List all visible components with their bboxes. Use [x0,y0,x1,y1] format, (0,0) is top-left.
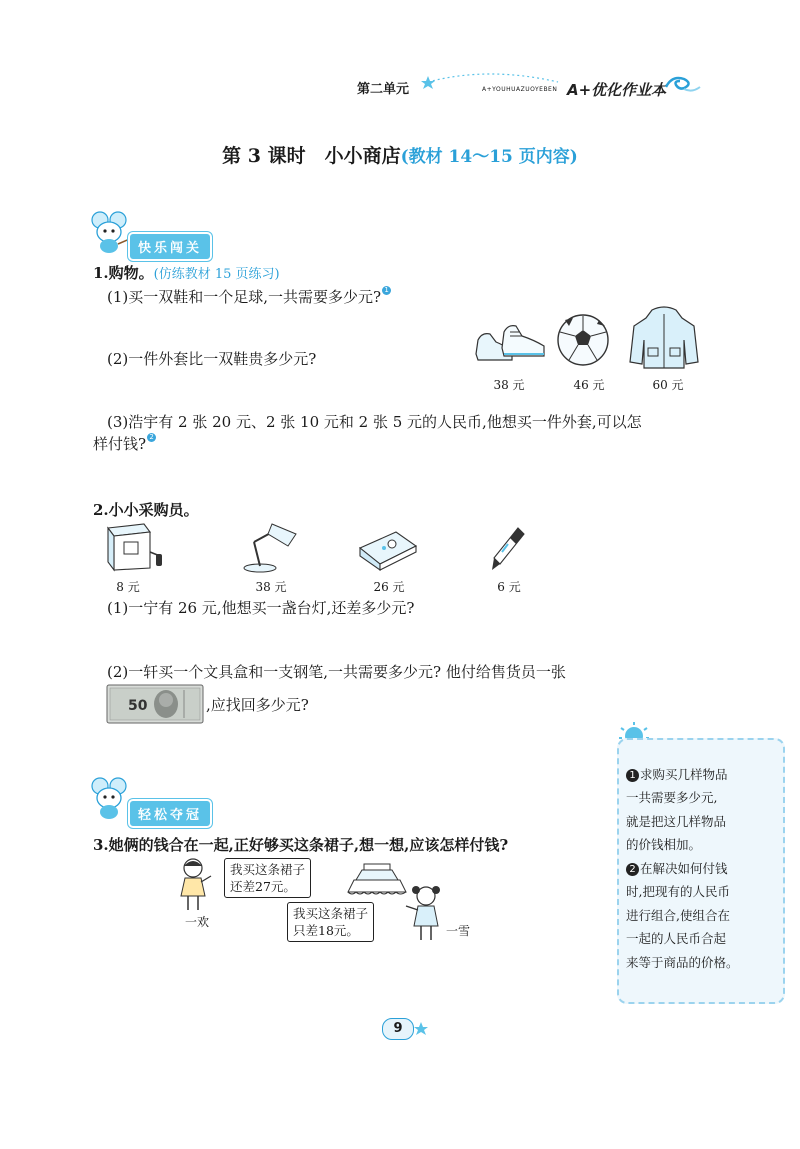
q2-part2-line1: (2)一轩买一个文具盒和一支钢笔,一共需要多少元? 他付给售货员一张 [107,663,566,681]
q1-part3-line2 [93,433,156,455]
tip-marker-2: 2 [626,863,639,876]
brand-title: A+优化作业本 [567,81,667,99]
q1-part3-text: 样付钱? [93,435,147,453]
q1-part1 [107,286,391,308]
q2-part2-line2: ,应找回多少元? [206,696,309,714]
section-banner-1: 快乐闯关 [128,232,212,261]
tip-line-1 [626,763,728,787]
tip-line-7: 进行组合,使组合在 [626,908,730,923]
tip-line-8: 一起的人民币合起 [626,931,727,946]
page-number: 9 [382,1018,414,1040]
banknote-50-icon [106,684,204,724]
tip-line-5 [626,857,728,881]
price-football: 46 元 [573,378,605,392]
q1-part2: (2)一件外套比一双鞋贵多少元? [107,350,317,368]
bubble-2-line-1: 我买这条裙子 [293,906,369,921]
footnote-marker: 2 [147,433,156,442]
q2-part1: (1)一宁有 26 元,他想买一盏台灯,还差多少元? [107,599,415,617]
q1-part3-line1: (3)浩宇有 2 张 20 元、2 张 10 元和 2 张 5 元的人民币,他想买一件外套,可以怎 [107,413,642,431]
girl-name-1: 一欢 [185,915,210,929]
q1-heading [93,262,280,286]
tip-line-6: 时,把现有的人民币 [626,884,730,899]
brand-pinyin: A+YOUHUAZUOYEBEN [482,86,558,93]
speech-bubble-1 [224,858,311,898]
q1-hint: (仿练教材 15 页练习) [153,267,280,282]
price-shoes: 38 元 [493,378,525,392]
tip-text: 求购买几样物品 [640,767,728,782]
footnote-marker: 1 [382,286,391,295]
jacket-icon [626,304,702,370]
tip-line-9: 来等于商品的价格。 [626,955,739,970]
girl-yixue-icon [402,884,444,944]
q1-title: 1.购物。 [93,264,154,282]
q3-title [93,834,508,856]
section-banner-2: 轻松夺冠 [128,799,212,828]
q3-title-text: 3.她俩的钱合在一起,正好够买这条裙子,想一想,应该怎样付钱? [93,836,509,854]
tip-marker-1: 1 [626,769,639,782]
bubble-2-line-2: 只差18元。 [293,923,359,938]
bubble-1-line-1: 我买这条裙子 [230,862,306,877]
q2-title [93,499,199,521]
girl-yihuan-icon [175,856,215,914]
football-icon [555,312,611,368]
tip-line-2: 一共需要多少元, [626,790,718,805]
price-sharpener: 8 元 [116,580,140,594]
shoes-icon [472,318,550,368]
star-icon [414,1022,428,1036]
skirt-icon [344,862,410,896]
desk-lamp-icon [238,518,302,574]
pen-icon [488,524,528,572]
price-lamp: 38 元 [255,580,287,594]
girl-name-2: 一雪 [446,924,471,938]
pencil-case-icon [356,528,420,572]
banknote-value: 50 [128,698,148,714]
lesson-title [0,141,800,168]
tip-line-3: 就是把这几样物品 [626,814,727,829]
tip-text: 在解决如何付钱 [640,861,728,876]
price-pencil-case: 26 元 [373,580,405,594]
q2-title-text: 2.小小采购员。 [93,501,199,519]
price-jacket: 60 元 [652,378,684,392]
pencil-sharpener-icon [104,522,164,572]
unit-label: 第二单元 [357,82,410,97]
swirl-icon [662,73,702,95]
tip-line-4: 的价钱相加。 [626,837,702,852]
bubble-1-line-2: 还差27元。 [230,879,296,894]
speech-bubble-2 [287,902,374,942]
price-pen: 6 元 [497,580,521,594]
q1-part1-text: (1)买一双鞋和一个足球,一共需要多少元? [107,288,382,306]
lesson-title-text: 第 3 课时 小小商店 [222,145,401,167]
lesson-source: (教材 14～15 页内容) [400,147,578,167]
